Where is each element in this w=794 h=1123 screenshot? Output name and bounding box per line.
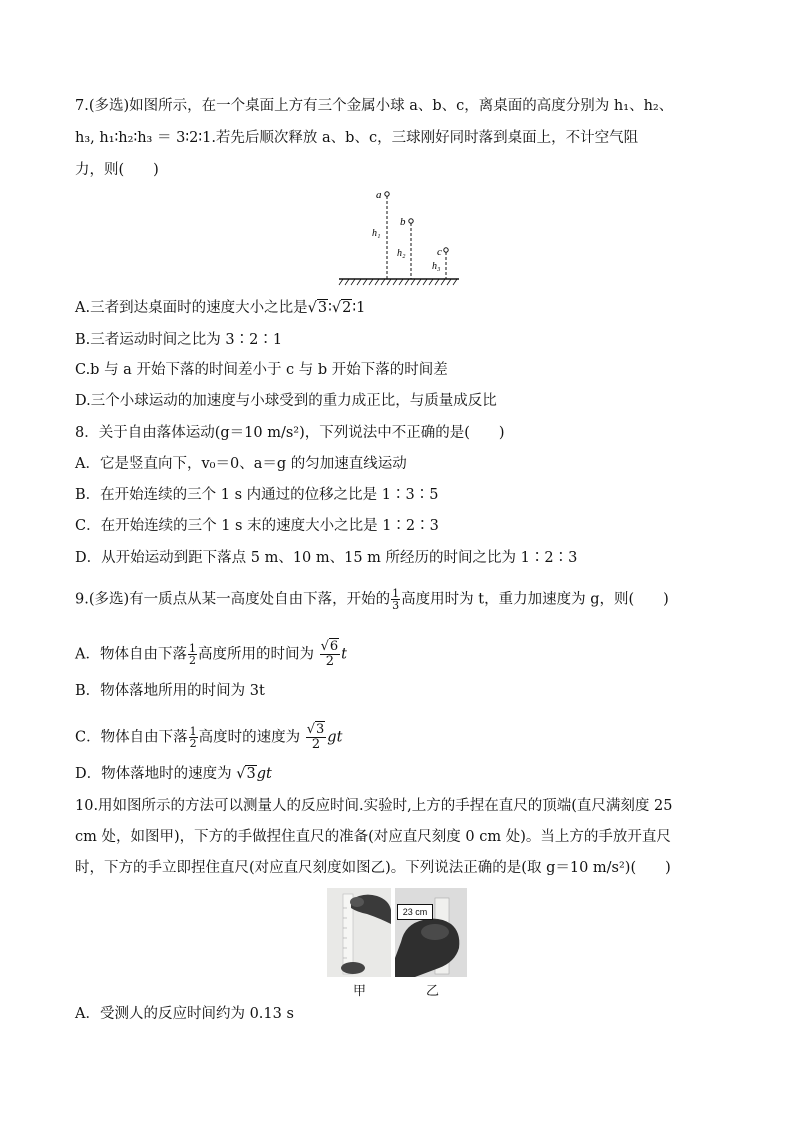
q10-option-a: A．受测人的反应时间约为 0.13 s <box>75 1006 294 1022</box>
frac-den: 2 <box>189 737 197 750</box>
q9-option-c <box>75 723 342 752</box>
label-a: a <box>376 189 382 201</box>
frac-den: 2 <box>325 654 335 669</box>
q7-option-d: D.三个小球运动的加速度与小球受到的重力成正比，与质量成反比 <box>75 393 497 409</box>
fraction-one-half <box>189 726 198 749</box>
label-h1: h₁ <box>372 228 381 239</box>
q7-option-a-sep: ∶ <box>328 300 332 316</box>
ball-c-icon <box>444 248 448 252</box>
label-h3: h₃ <box>432 261 441 272</box>
ball-b-icon <box>409 219 413 223</box>
q10-stem-line1: 10.用如图所示的方法可以测量人的反应时间.实验时,上方的手捏在直尺的顶端(直尺满刻度 25 <box>75 798 673 814</box>
label-b: b <box>400 216 406 228</box>
q9-option-a-text1: A．物体自由下落 <box>75 646 187 663</box>
photo-yi <box>395 888 467 977</box>
radicand-3: 3 <box>316 722 325 737</box>
var-t: t <box>341 646 347 663</box>
frac-num: 1 <box>189 725 197 738</box>
q7-stem-line1: 7.(多选)如图所示，在一个桌面上方有三个金属小球 a、b、c，离桌面的高度分别为 h₁、h₂、 <box>75 98 674 114</box>
fraction-sqrt6-over-2: $\frac{√6}{2}$ <box>320 639 339 669</box>
q7-stem-line2: h₃, h₁∶h₂∶h₃ ＝ 3∶2∶1.若先后顺次释放 a、b、c，三球刚好同时落到桌面上，不计空气阻 <box>75 130 639 146</box>
q7-stem-line3: 力，则( ) <box>75 162 159 178</box>
q9-option-a-text2: 高度所用的时间为 <box>197 646 314 663</box>
q8-stem: 8．关于自由落体运动(g＝10 m/s²)，下列说法中不正确的是( ) <box>75 425 505 441</box>
var-gt: gt <box>327 729 343 746</box>
q7-option-a <box>75 298 365 318</box>
photo-label-23cm: 23 cm <box>397 904 433 920</box>
label-c: c <box>437 246 442 258</box>
fraction-sqrt3-over-2: $\frac{√3}{2}$ <box>306 722 325 752</box>
q10-stem-line2: cm 处，如图甲)，下方的手做捏住直尺的准备(对应直尺刻度 0 cm 处)。当上方的手放开直尺 <box>75 829 671 845</box>
q9-option-c-text1: C．物体自由下落 <box>75 729 188 746</box>
q8-option-b: B．在开始连续的三个 1 s 内通过的位移之比是 1∶3∶5 <box>75 487 439 503</box>
radicand-3: 3 <box>317 300 328 316</box>
radicand-3: 3 <box>246 766 256 782</box>
frac-num: 1 <box>392 587 400 600</box>
q8-option-d: D．从开始运动到距下落点 5 m、10 m、15 m 所经历的时间之比为 1∶2∶3 <box>75 550 578 566</box>
photo-jia <box>327 888 391 977</box>
q8-option-a: A．它是竖直向下，v₀＝0、a＝g 的匀加速直线运动 <box>75 456 407 472</box>
var-gt: gt <box>256 766 272 782</box>
q9-option-d-text: D．物体落地时的速度为 <box>75 766 232 782</box>
caption-yi: 乙 <box>426 984 440 999</box>
radicand-2: 2 <box>342 300 352 316</box>
q8-option-c: C．在开始连续的三个 1 s 末的速度大小之比是 1∶2∶3 <box>75 518 439 534</box>
sqrt-3: √3 <box>236 766 256 782</box>
q10-stem-line3: 时，下方的手立即捏住直尺(对应直尺刻度如图乙)。下列说法正确的是(取 g＝10 m/s²)( ) <box>75 860 671 876</box>
caption-jia: 甲 <box>353 984 367 999</box>
q7-option-a-prefix: A.三者到达桌面时的速度大小之比是 <box>75 300 308 316</box>
q9-option-d <box>75 764 272 784</box>
frac-den: 2 <box>311 737 321 752</box>
sqrt-2: √2 <box>331 300 352 316</box>
q9-stem <box>75 588 669 611</box>
fraction-one-third <box>391 588 400 611</box>
fraction-one-half <box>188 643 197 666</box>
q9-option-a <box>75 640 347 669</box>
q9-option-b: B．物体落地所用的时间为 3t <box>75 683 265 699</box>
q7-option-a-tail: ∶1 <box>352 300 366 316</box>
label-h2: h₂ <box>397 248 406 259</box>
frac-den: 2 <box>188 654 196 667</box>
q7-balls-figure <box>335 184 465 288</box>
sqrt-3: √3 <box>307 300 328 316</box>
frac-den: 3 <box>392 599 400 612</box>
ball-a-icon <box>385 192 389 196</box>
q9-option-c-text2: 高度时的速度为 <box>198 729 301 746</box>
radicand-6: 6 <box>329 639 339 654</box>
q9-stem-a: 9.(多选)有一质点从某一高度处自由下落，开始的 <box>75 591 391 608</box>
q9-stem-b: 高度用时为 t，重力加速度为 g，则( ) <box>401 591 669 608</box>
frac-num: 1 <box>188 642 196 655</box>
q7-option-c: C.b 与 a 开始下落的时间差小于 c 与 b 开始下落的时间差 <box>75 362 448 378</box>
q7-option-b: B.三者运动时间之比为 3∶2∶1 <box>75 332 283 348</box>
